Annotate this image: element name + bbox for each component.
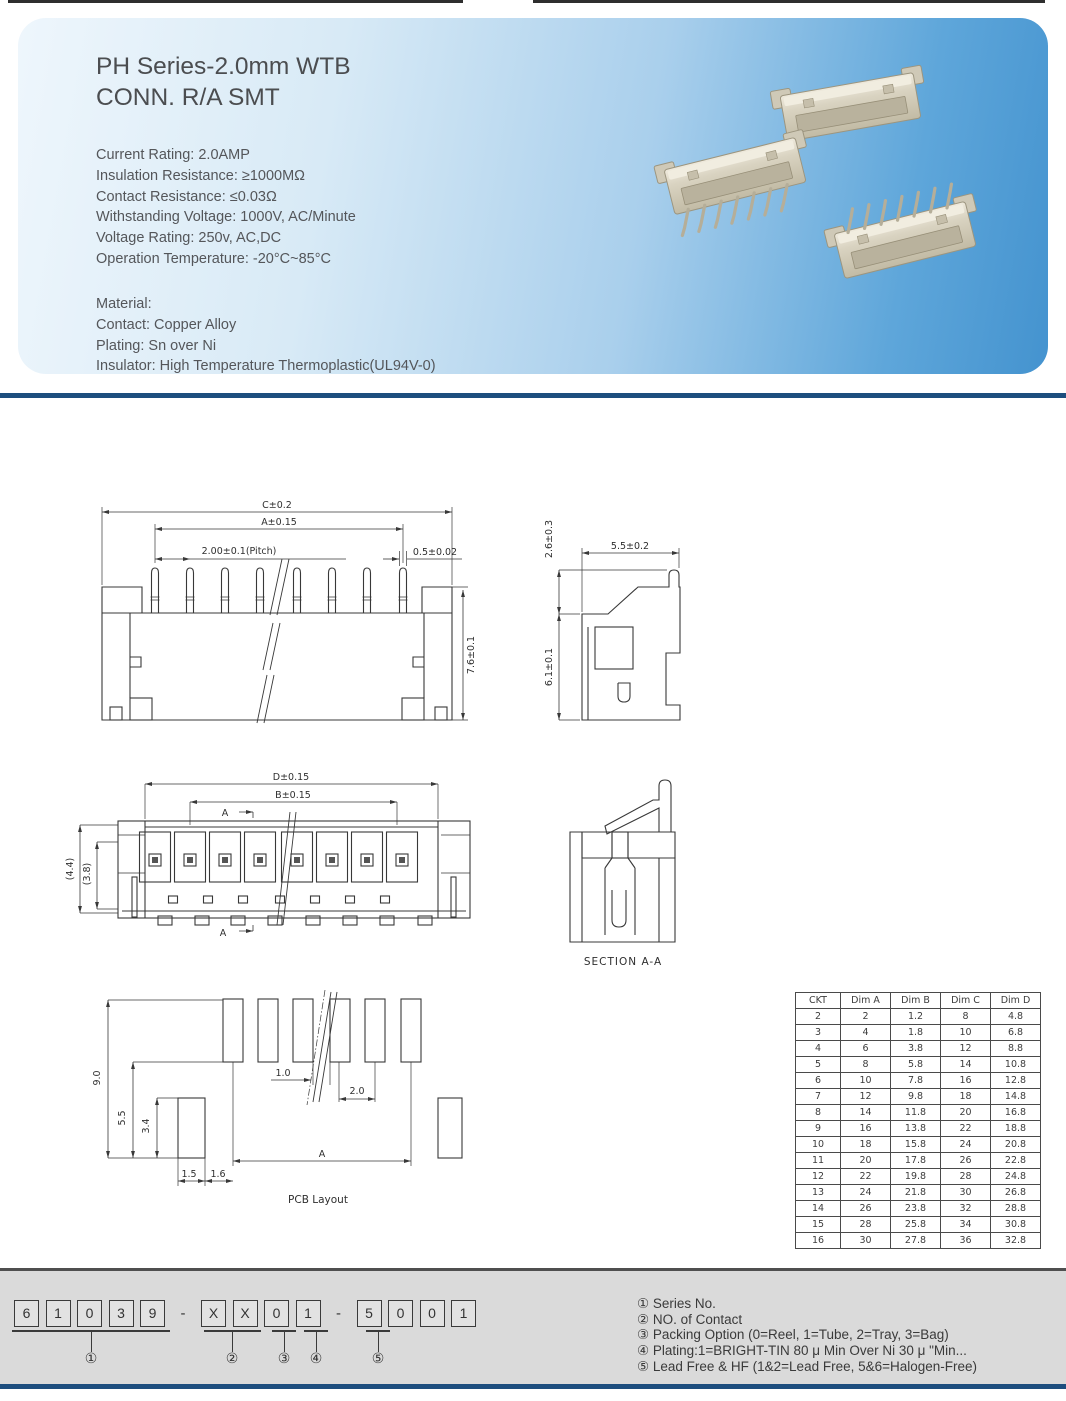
spec-line: Current Rating: 2.0AMP: [96, 147, 250, 163]
code-digit-box: 1: [451, 1300, 476, 1327]
front-view-drawing: [85, 495, 490, 753]
dim-label-a: A±0.15: [261, 517, 297, 528]
table-header-cell: Dim D: [991, 993, 1041, 1009]
callout-leader: [284, 1332, 285, 1352]
callout-number: ②: [225, 1351, 239, 1367]
table-cell: 16: [841, 1121, 891, 1137]
header-panel: [18, 18, 1048, 374]
code-digit-box: X: [201, 1300, 226, 1327]
table-cell: 18.8: [991, 1121, 1041, 1137]
table-cell: 4.8: [991, 1009, 1041, 1025]
table-cell: 9: [796, 1121, 841, 1137]
dim-label-44: (4.4): [65, 857, 76, 881]
code-digit-box: 9: [140, 1300, 165, 1327]
table-row: [796, 1073, 1041, 1089]
dim-label-55: 5.5: [117, 1110, 128, 1126]
code-digit-box: 1: [46, 1300, 71, 1327]
table-cell: 16: [796, 1233, 841, 1249]
table-cell: 19.8: [891, 1169, 941, 1185]
table-row: [796, 1009, 1041, 1025]
table-cell: 15: [796, 1217, 841, 1233]
table-cell: 11.8: [891, 1105, 941, 1121]
table-cell: 6: [796, 1073, 841, 1089]
material-line: Insulator: High Temperature Thermoplastic(UL94V-0): [96, 358, 436, 374]
table-cell: 4: [841, 1025, 891, 1041]
table-cell: 22: [941, 1121, 991, 1137]
table-row: [796, 1105, 1041, 1121]
table-cell: 11: [796, 1153, 841, 1169]
table-cell: 6.8: [991, 1025, 1041, 1041]
code-digit-box: 5: [357, 1300, 382, 1327]
callout-leader: [91, 1332, 92, 1352]
table-cell: 28: [941, 1169, 991, 1185]
connector-photo-left: [654, 129, 820, 238]
table-row: [796, 1217, 1041, 1233]
dim-label-pitch: 2.00±0.1(Pitch): [201, 546, 277, 557]
code-digit-box: 0: [388, 1300, 413, 1327]
table-row: [796, 1089, 1041, 1105]
table-cell: 8: [841, 1057, 891, 1073]
table-cell: 12: [841, 1089, 891, 1105]
table-cell: 24.8: [991, 1169, 1041, 1185]
table-row: [796, 1057, 1041, 1073]
table-row: [796, 1233, 1041, 1249]
pcb-caption: PCB Layout: [288, 1194, 348, 1206]
table-cell: 24: [841, 1185, 891, 1201]
table-cell: 25.8: [891, 1217, 941, 1233]
table-cell: 15.8: [891, 1137, 941, 1153]
dimension-table: [795, 992, 1041, 1249]
code-group: [14, 1300, 165, 1327]
dim-label-c: C±0.2: [262, 500, 292, 511]
code-group: [357, 1300, 477, 1327]
material-line: Material:: [96, 296, 152, 312]
code-digit-box: 0: [420, 1300, 445, 1327]
table-cell: 28.8: [991, 1201, 1041, 1217]
table-cell: 4: [796, 1041, 841, 1057]
table-cell: 30.8: [991, 1217, 1041, 1233]
table-cell: 30: [941, 1185, 991, 1201]
ordering-panel: [0, 1268, 1066, 1385]
dim-label-d: D±0.15: [272, 772, 310, 783]
code-digit-box: X: [233, 1300, 258, 1327]
section-aa-drawing: [555, 770, 745, 970]
table-cell: 13: [796, 1185, 841, 1201]
code-separator: -: [336, 1305, 341, 1322]
table-cell: 23.8: [891, 1201, 941, 1217]
table-cell: 13.8: [891, 1121, 941, 1137]
connector-photo-right: [820, 180, 984, 281]
table-cell: 30: [841, 1233, 891, 1249]
code-digit-box: 3: [109, 1300, 134, 1327]
spec-line: Withstanding Voltage: 1000V, AC/Minute: [96, 209, 356, 226]
title-line-2: CONN. R/A SMT: [96, 84, 280, 111]
table-header-cell: Dim C: [941, 993, 991, 1009]
table-cell: 18: [941, 1089, 991, 1105]
table-cell: 21.8: [891, 1185, 941, 1201]
top-view-drawing: [65, 770, 505, 970]
dim-label-b: B±0.15: [275, 790, 311, 801]
table-cell: 24: [941, 1137, 991, 1153]
table-header-row: [796, 993, 1041, 1009]
table-cell: 16.8: [991, 1105, 1041, 1121]
legend-line: ④ Plating:1=BRIGHT-TIN 80 μ Min Over Ni 30 μ "Min...: [637, 1343, 967, 1359]
table-cell: 28: [841, 1217, 891, 1233]
legend-line: ③ Packing Option (0=Reel, 1=Tube, 2=Tray, 3=Bag): [637, 1327, 949, 1343]
table-row: [796, 1169, 1041, 1185]
section-caption: SECTION A-A: [583, 956, 663, 968]
legend-line: ⑤ Lead Free & HF (1&2=Lead Free, 5&6=Halogen-Free): [637, 1358, 978, 1374]
callout-number: ③: [277, 1351, 291, 1367]
table-cell: 3: [796, 1025, 841, 1041]
table-row: [796, 1025, 1041, 1041]
table-cell: 7: [796, 1089, 841, 1105]
table-cell: 5.8: [891, 1057, 941, 1073]
scan-edge-line: [8, 0, 463, 3]
legend-line: ② NO. of Contact: [637, 1311, 743, 1327]
dim-label-38: (3.8): [82, 862, 93, 886]
legend-line: ① Series No.: [637, 1296, 716, 1311]
code-separator: -: [180, 1305, 186, 1322]
table-cell: 8: [941, 1009, 991, 1025]
table-cell: 20: [941, 1105, 991, 1121]
smt-pad: [223, 999, 243, 1062]
table-cell: 5: [796, 1057, 841, 1073]
table-cell: 26: [841, 1201, 891, 1217]
table-cell: 7.8: [891, 1073, 941, 1089]
table-header-cell: CKT: [796, 993, 841, 1009]
table-cell: 14.8: [991, 1089, 1041, 1105]
table-cell: 2: [841, 1009, 891, 1025]
table-cell: 20.8: [991, 1137, 1041, 1153]
code-digit-box: 6: [14, 1300, 39, 1327]
scan-edge-line: [533, 0, 1045, 3]
table-cell: 10: [941, 1025, 991, 1041]
code-group: [201, 1300, 321, 1327]
callout-number: ⑤: [371, 1351, 385, 1367]
dim-label-side-height: 6.1±0.1: [544, 647, 555, 687]
table-cell: 34: [941, 1217, 991, 1233]
table-cell: 6: [841, 1041, 891, 1057]
table-row: [796, 1153, 1041, 1169]
dim-label-side-width: 5.5±0.2: [610, 541, 650, 552]
section-marker-bottom: A: [219, 928, 227, 939]
dim-label-20: 2.0: [349, 1086, 365, 1097]
table-cell: 12: [941, 1041, 991, 1057]
title-line-1: PH Series-2.0mm WTB: [96, 53, 351, 80]
table-cell: 26.8: [991, 1185, 1041, 1201]
product-photo: [568, 28, 1048, 373]
table-cell: 27.8: [891, 1233, 941, 1249]
table-cell: 2: [796, 1009, 841, 1025]
dim-label-9: 9.0: [92, 1070, 103, 1086]
table-cell: 22.8: [991, 1153, 1041, 1169]
table-cell: 9.8: [891, 1089, 941, 1105]
table-cell: 8.8: [991, 1041, 1041, 1057]
table-cell: 36: [941, 1233, 991, 1249]
legend-list: [637, 1296, 977, 1375]
table-cell: 10: [796, 1137, 841, 1153]
spec-list: [96, 145, 356, 270]
dim-label-16: 1.6: [210, 1169, 226, 1180]
dim-label-height: 7.6±0.1: [466, 635, 477, 675]
table-cell: 14: [796, 1201, 841, 1217]
material-line: Contact: Copper Alloy: [96, 316, 237, 333]
bottom-rule: [0, 1384, 1066, 1389]
dim-label-tip: 0.5±0.02: [412, 547, 458, 558]
material-line: Plating: Sn over Ni: [96, 337, 217, 354]
dim-label-side-top: 2.6±0.3: [544, 519, 555, 559]
table-cell: 32.8: [991, 1233, 1041, 1249]
table-header-cell: Dim A: [841, 993, 891, 1009]
table-cell: 16: [941, 1073, 991, 1089]
table-cell: 14: [841, 1105, 891, 1121]
table-cell: 17.8: [891, 1153, 941, 1169]
table-cell: 8: [796, 1105, 841, 1121]
table-cell: 22: [841, 1169, 891, 1185]
table-cell: 32: [941, 1201, 991, 1217]
table-cell: 3.8: [891, 1041, 941, 1057]
callout-leader: [378, 1332, 379, 1352]
pcb-layout-drawing: [85, 990, 480, 1215]
table-row: [796, 1041, 1041, 1057]
spec-line: Insulation Resistance: ≥1000MΩ: [96, 167, 306, 184]
spec-line: Operation Temperature: -20°C~85°C: [96, 250, 331, 267]
spec-line: Contact Resistance: ≤0.03Ω: [96, 188, 277, 205]
table-header-cell: Dim B: [891, 993, 941, 1009]
table-cell: 10.8: [991, 1057, 1041, 1073]
table-row: [796, 1137, 1041, 1153]
table-cell: 20: [841, 1153, 891, 1169]
code-digit-box: 1: [296, 1300, 321, 1327]
section-divider: [0, 393, 1066, 398]
dim-label-34: 3.4: [141, 1118, 152, 1134]
callout-number: ④: [309, 1351, 323, 1367]
callout-leader: [316, 1332, 317, 1352]
table-row: [796, 1185, 1041, 1201]
side-view-drawing: [540, 495, 710, 753]
part-number-code: [14, 1300, 476, 1327]
dim-label-15: 1.5: [181, 1169, 197, 1180]
spec-line: Voltage Rating: 250v, AC,DC: [96, 230, 282, 247]
code-digit-box: 0: [77, 1300, 102, 1327]
table-cell: 14: [941, 1057, 991, 1073]
table-cell: 1.8: [891, 1025, 941, 1041]
dim-label-pcb-a: A: [318, 1149, 326, 1160]
table-cell: 1.2: [891, 1009, 941, 1025]
dim-label-10: 1.0: [275, 1068, 291, 1079]
table-row: [796, 1201, 1041, 1217]
section-marker-top: A: [221, 808, 229, 819]
table-row: [796, 1121, 1041, 1137]
callout-number: ①: [84, 1351, 98, 1367]
material-list: [96, 294, 436, 374]
page-title: [96, 51, 351, 113]
table-cell: 12.8: [991, 1073, 1041, 1089]
table-cell: 18: [841, 1137, 891, 1153]
table-cell: 26: [941, 1153, 991, 1169]
callout-leader: [232, 1332, 233, 1352]
table-cell: 10: [841, 1073, 891, 1089]
code-digit-box: 0: [264, 1300, 289, 1327]
table-cell: 12: [796, 1169, 841, 1185]
